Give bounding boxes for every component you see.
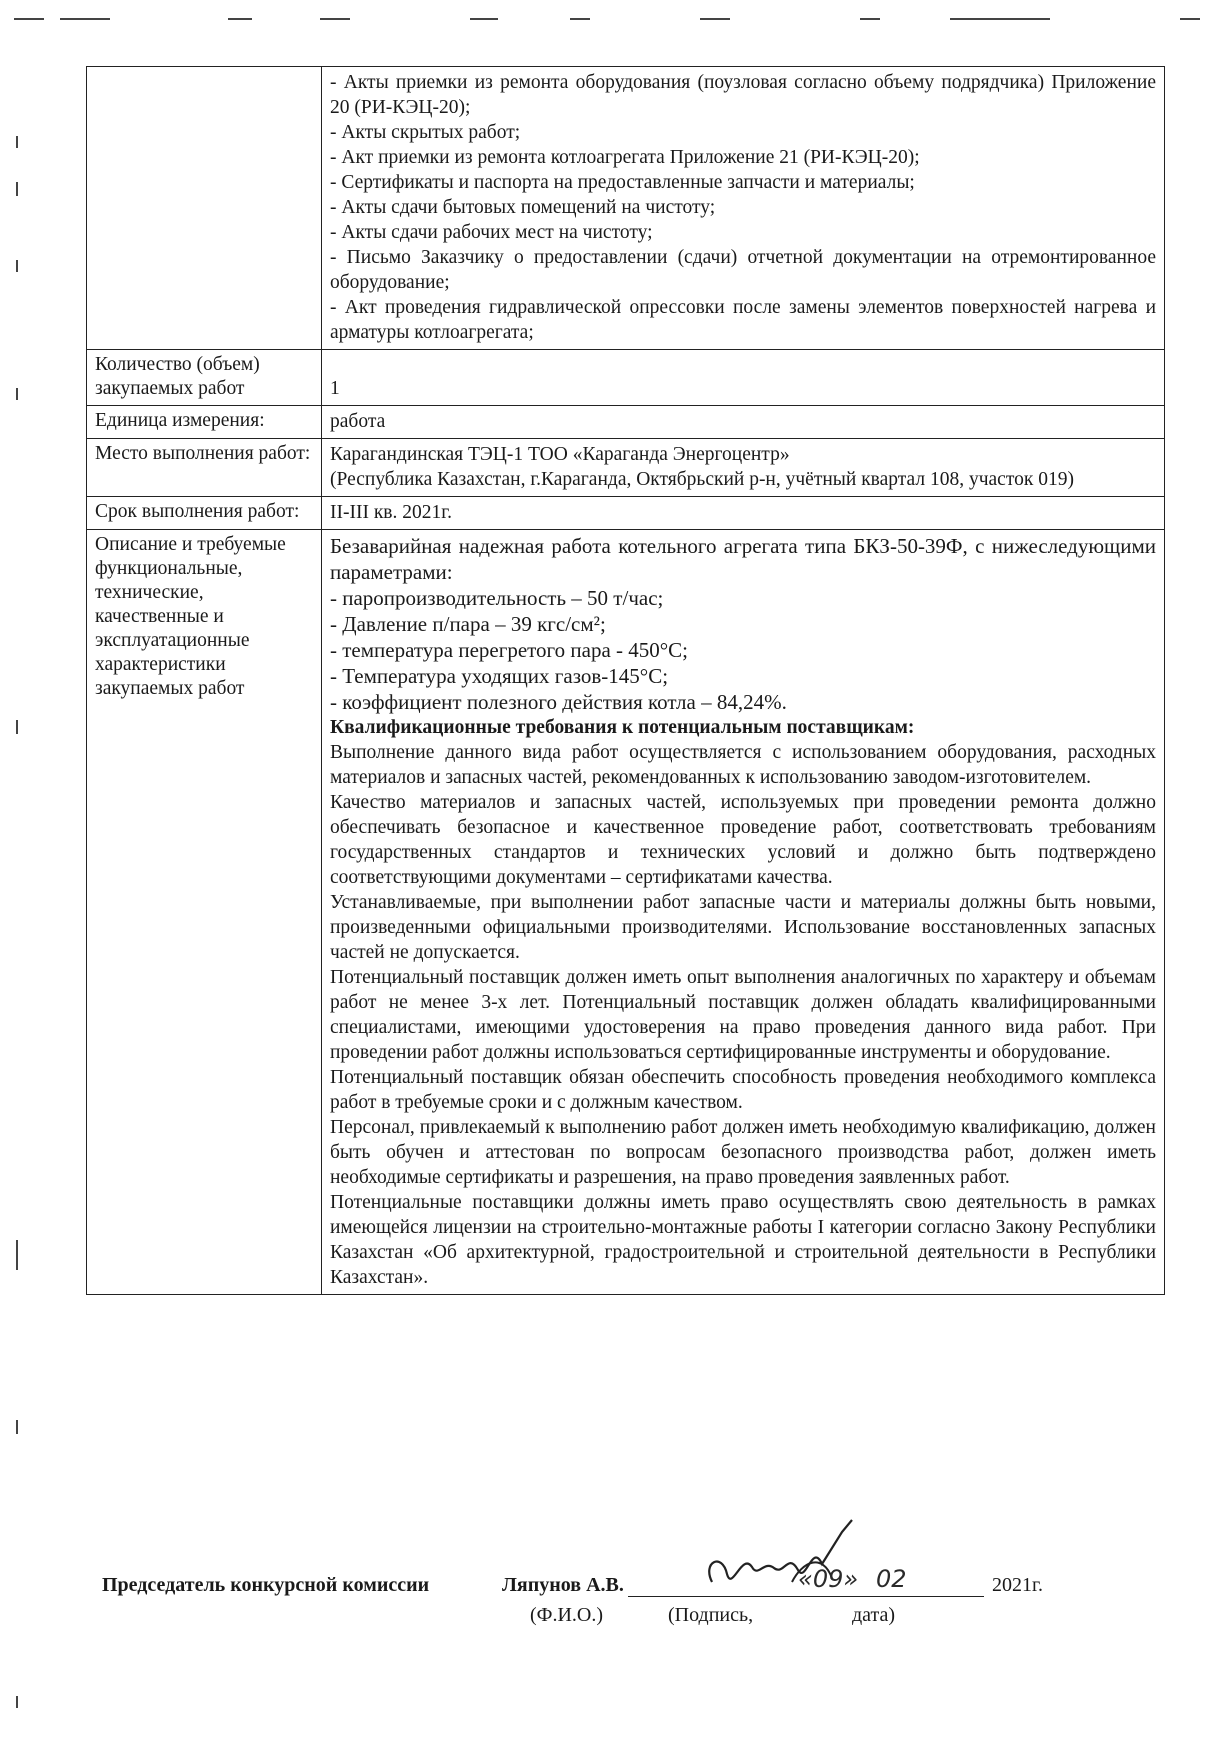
quantity-label: Количество (объем) закупаемых работ (87, 350, 322, 406)
chairman-name: Ляпунов А.В. (502, 1574, 624, 1596)
date-year: 2021г. (992, 1574, 1043, 1596)
unit-value: работа (322, 406, 1165, 439)
param-item: - Давление п/пара – 39 кгс/см²; (330, 612, 606, 636)
scan-artifact (16, 388, 18, 400)
scan-artifact (16, 136, 18, 148)
description-label: Описание и требуемые функциональные, технические, качественные и эксплуатационные характеристики закупаемых работ (87, 530, 322, 1295)
signature-block (102, 1565, 1182, 1628)
documents-list-cell (322, 67, 1165, 350)
paragraph: Потенциальный поставщик обязан обеспечить способность проведения необходимого комплекса работ в требуемые сроки и с должным качеством. (330, 1067, 1156, 1113)
list-item: - Акт приемки из ремонта котлоагрегата Приложение 21 (РИ-КЭЦ-20); (330, 147, 920, 168)
scan-artifact (320, 18, 350, 20)
list-item: - Акт проведения гидравлической опрессовки после замены элементов поверхностей нагрева и арматуры котлоагрегата; (330, 297, 1156, 343)
list-item: - Сертификаты и паспорта на предоставленные запчасти и материалы; (330, 172, 915, 193)
paragraph: Выполнение данного вида работ осуществляется с использованием оборудования, расходных материалов и запасных частей, рекомендованных к использованию заводом-изготовителем. (330, 742, 1156, 788)
scan-artifact (16, 1696, 18, 1708)
table-row-documents (87, 67, 1165, 350)
param-item: - коэффициент полезного действия котла – 84,24%. (330, 690, 787, 714)
description-value (322, 530, 1165, 1295)
scan-artifact (470, 18, 498, 20)
scan-artifact (16, 260, 18, 272)
paragraph: Устанавливаемые, при выполнении работ запасные части и материалы должны быть новыми, произведенными официальными производителями. Использование восстановленных запасных частей не допускается. (330, 892, 1156, 963)
qualification-heading: Квалификационные требования к потенциальным поставщикам: (330, 717, 915, 738)
date-line (852, 1596, 984, 1597)
param-item: - температура перегретого пара - 450°С; (330, 638, 689, 662)
scan-artifact (14, 18, 44, 20)
paragraph: Потенциальный поставщик должен иметь опыт выполнения аналогичных по характеру и объемам работ не менее 3-х лет. Потенциальный поставщик должен обладать квалифицированными специалистами, имеющими удостоверения на право проведения данного вида работ. При проведении работ должны использоваться сертифицированные инструменты и оборудование. (330, 967, 1156, 1063)
param-item: - Температура уходящих газов-145°С; (330, 664, 669, 688)
term-value: II-III кв. 2021г. (322, 497, 1165, 530)
list-item: - Акты скрытых работ; (330, 122, 521, 143)
param-item: - паропроизводительность – 50 т/час; (330, 586, 664, 610)
scan-artifact (16, 1420, 18, 1434)
caption-date: дата) (852, 1604, 896, 1626)
quantity-value: 1 (322, 350, 1165, 406)
list-item: - Письмо Заказчику о предоставлении (сдачи) отчетной документации на отремонтированное оборудование; (330, 247, 1156, 293)
date-day: «09» (798, 1565, 859, 1593)
place-line: (Республика Казахстан, г.Караганда, Октябрьский р-н, учётный квартал 108, участок 019) (330, 469, 1074, 490)
place-value (322, 439, 1165, 497)
scan-artifact (1180, 18, 1200, 20)
scan-artifact (16, 1240, 18, 1270)
specification-table (86, 66, 1165, 1295)
empty-label-cell (87, 67, 322, 350)
table-row-place (87, 439, 1165, 497)
date-month: 02 (876, 1565, 907, 1593)
place-label: Место выполнения работ: (87, 439, 322, 497)
table-row-term (87, 497, 1165, 530)
list-item: - Акты сдачи рабочих мест на чистоту; (330, 222, 653, 243)
paragraph: Потенциальные поставщики должны иметь право осуществлять свою деятельность в рамках имеющейся лицензии на строительно-монтажные работы I категории согласно Закону Республики Казахстан «Об архитектурной, градостроительной и строительной деятельности в Республики Казахстан». (330, 1192, 1156, 1288)
table-row-quantity (87, 350, 1165, 406)
list-item: - Акты сдачи бытовых помещений на чистоту; (330, 197, 716, 218)
description-intro: Безаварийная надежная работа котельного агрегата типа БКЗ-50-39Ф, с нижеследующими параметрами: (330, 534, 1156, 584)
unit-label: Единица измерения: (87, 406, 322, 439)
place-line: Карагандинская ТЭЦ-1 ТОО «Караганда Энергоцентр» (330, 444, 790, 465)
scan-artifact (16, 720, 18, 734)
list-item: - Акты приемки из ремонта оборудования (поузловая согласно объему подрядчика) Приложение 20 (РИ-КЭЦ-20); (330, 72, 1156, 118)
scan-artifact (860, 18, 880, 20)
paragraph: Персонал, привлекаемый к выполнению работ должен иметь необходимую квалификацию, должен быть обучен и аттестован по вопросам безопасного производства работ, должен иметь необходимые сертификаты и разрешения, на право проведения заявленных работ. (330, 1117, 1156, 1188)
paragraph: Качество материалов и запасных частей, используемых при проведении ремонта должно обеспечивать безопасное и качественное проведение работ, соответствовать требованиям государственных стандартов и технических условий и должно быть подтверждено соответствующими документами – сертификатами качества. (330, 792, 1156, 888)
scan-artifact (700, 18, 730, 20)
chairman-title: Председатель конкурсной комиссии (102, 1574, 430, 1596)
caption-fio: (Ф.И.О.) (530, 1604, 604, 1626)
table-row-description (87, 530, 1165, 1295)
caption-signature: (Подпись, (668, 1604, 754, 1626)
scan-artifact (16, 182, 18, 196)
scan-artifact (60, 18, 110, 20)
table-row-unit (87, 406, 1165, 439)
scan-artifact (228, 18, 252, 20)
scan-artifact (570, 18, 590, 20)
term-label: Срок выполнения работ: (87, 497, 322, 530)
scan-artifact (950, 18, 1050, 20)
